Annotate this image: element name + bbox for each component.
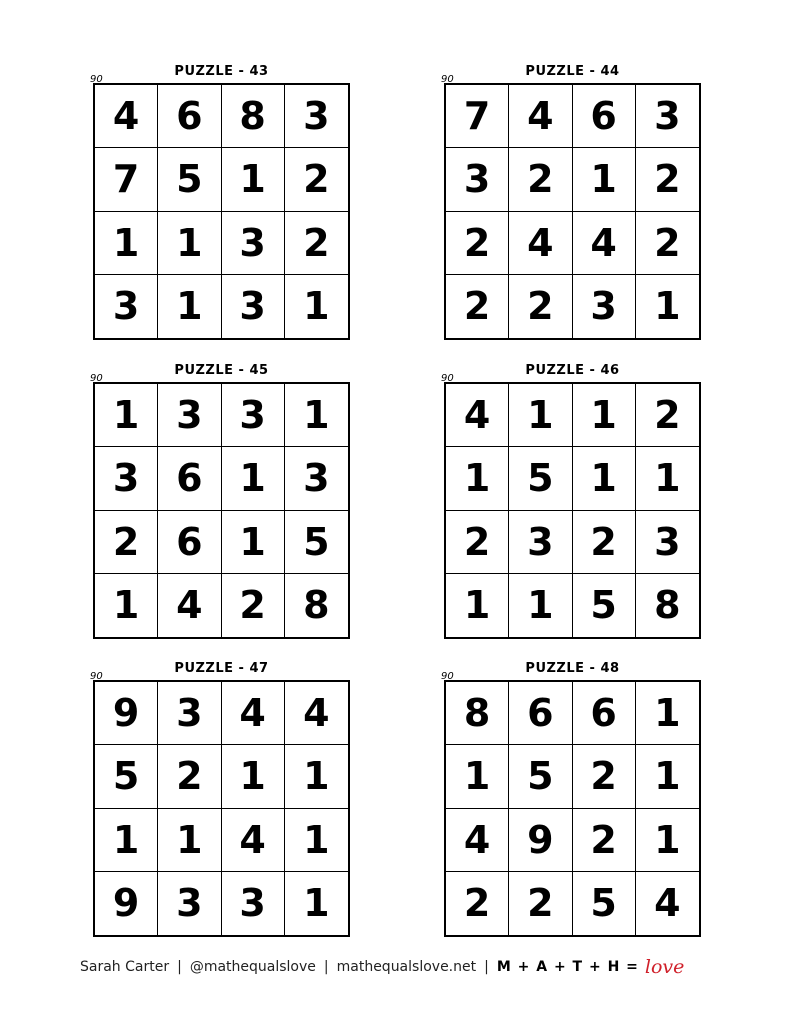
grid-cell: 4	[158, 574, 221, 637]
grid-cell: 2	[573, 511, 636, 574]
footer-handle: @mathequalslove	[189, 959, 316, 975]
grid-cell: 3	[222, 275, 285, 338]
grid-cell: 3	[636, 85, 699, 148]
grid-cell: 3	[222, 872, 285, 935]
grid-cell: 2	[95, 511, 158, 574]
grid-cell: 7	[95, 148, 158, 211]
grid-cell: 1	[446, 574, 509, 637]
puzzle-43	[90, 64, 350, 350]
puzzle-48	[441, 661, 701, 947]
footer-separator: |	[323, 959, 329, 975]
grid-cell: 3	[158, 682, 221, 745]
puzzle-target-number: 90	[90, 671, 103, 682]
puzzle-target-number: 90	[441, 671, 454, 682]
grid-cell: 3	[158, 384, 221, 447]
grid-cell: 1	[95, 212, 158, 275]
grid-cell: 5	[573, 872, 636, 935]
grid-cell: 2	[636, 148, 699, 211]
grid-cell: 1	[446, 745, 509, 808]
grid-cell: 1	[158, 275, 221, 338]
grid-cell: 1	[446, 447, 509, 510]
grid-cell: 2	[285, 212, 348, 275]
grid-cell: 6	[573, 682, 636, 745]
grid-cell: 1	[285, 384, 348, 447]
grid-cell: 1	[222, 745, 285, 808]
grid-cell: 1	[573, 148, 636, 211]
grid-cell: 9	[95, 872, 158, 935]
grid-cell: 3	[222, 212, 285, 275]
grid-cell: 2	[446, 212, 509, 275]
grid-cell: 3	[573, 275, 636, 338]
puzzle-title: PUZZLE - 47	[174, 661, 269, 676]
footer	[80, 955, 740, 979]
grid-cell: 3	[95, 275, 158, 338]
grid-cell: 2	[636, 212, 699, 275]
grid-cell: 2	[573, 809, 636, 872]
grid-cell: 7	[446, 85, 509, 148]
puzzle-target-number: 90	[441, 74, 454, 85]
grid-cell: 1	[509, 384, 572, 447]
grid-cell: 6	[573, 85, 636, 148]
grid-cell: 1	[509, 574, 572, 637]
grid-cell: 4	[446, 809, 509, 872]
grid-cell: 1	[636, 745, 699, 808]
grid-cell: 2	[509, 148, 572, 211]
grid-cell: 3	[285, 85, 348, 148]
grid-cell: 1	[222, 148, 285, 211]
grid-cell: 2	[509, 275, 572, 338]
grid-cell: 5	[509, 745, 572, 808]
grid-cell: 4	[509, 212, 572, 275]
grid-cell: 1	[95, 574, 158, 637]
puzzle-grid	[444, 680, 701, 937]
grid-cell: 9	[509, 809, 572, 872]
grid-cell: 3	[636, 511, 699, 574]
grid-cell: 5	[158, 148, 221, 211]
grid-cell: 4	[573, 212, 636, 275]
grid-cell: 4	[222, 682, 285, 745]
puzzle-grid	[444, 83, 701, 340]
grid-cell: 1	[654, 284, 681, 329]
grid-cell: 3	[509, 511, 572, 574]
grid-cell: 4	[222, 809, 285, 872]
footer-author: Sarah Carter	[80, 959, 170, 975]
grid-cell: 1	[636, 809, 699, 872]
grid-cell: 1	[222, 447, 285, 510]
footer-website: mathequalslove.net	[336, 959, 477, 975]
grid-cell: 2	[158, 745, 221, 808]
grid-cell: 8	[303, 583, 330, 628]
puzzle-45	[90, 363, 350, 649]
grid-cell: 8	[222, 85, 285, 148]
puzzle-target-number: 90	[441, 373, 454, 384]
grid-cell: 6	[158, 85, 221, 148]
footer-love-logo: love	[644, 955, 685, 978]
grid-cell: 5	[95, 745, 158, 808]
grid-cell: 8	[654, 583, 681, 628]
grid-cell: 5	[285, 511, 348, 574]
puzzle-47	[90, 661, 350, 947]
grid-cell: 4	[509, 85, 572, 148]
grid-cell: 5	[573, 574, 636, 637]
grid-cell: 1	[285, 745, 348, 808]
grid-cell: 6	[158, 447, 221, 510]
footer-separator: |	[177, 959, 182, 975]
grid-cell: 1	[636, 682, 699, 745]
puzzle-grid	[444, 382, 701, 639]
grid-cell: 3	[285, 447, 348, 510]
grid-cell: 1	[158, 809, 221, 872]
grid-cell: 1	[222, 511, 285, 574]
grid-cell: 8	[446, 682, 509, 745]
puzzle-grid	[93, 382, 350, 639]
grid-cell: 2	[446, 511, 509, 574]
footer-separator: |	[484, 959, 489, 975]
grid-cell: 4	[285, 682, 348, 745]
grid-cell: 1	[95, 384, 158, 447]
grid-cell: 1	[285, 809, 348, 872]
puzzle-title: PUZZLE - 48	[525, 661, 620, 676]
grid-cell: 6	[158, 511, 221, 574]
grid-cell: 3	[158, 872, 221, 935]
grid-cell: 3	[446, 148, 509, 211]
puzzle-46	[441, 363, 701, 649]
footer-math-formula: M + A + T + H =	[496, 959, 639, 975]
puzzle-title: PUZZLE - 43	[174, 64, 269, 79]
grid-cell: 2	[446, 275, 509, 338]
puzzle-44	[441, 64, 701, 350]
grid-cell: 1	[303, 881, 330, 926]
grid-cell: 3	[95, 447, 158, 510]
grid-cell: 1	[95, 809, 158, 872]
grid-cell: 6	[509, 682, 572, 745]
grid-cell: 4	[95, 85, 158, 148]
grid-cell: 2	[636, 384, 699, 447]
grid-cell: 1	[573, 447, 636, 510]
grid-cell: 1	[573, 384, 636, 447]
puzzle-grid	[93, 680, 350, 937]
puzzle-title: PUZZLE - 46	[525, 363, 620, 378]
grid-cell: 1	[636, 447, 699, 510]
puzzle-target-number: 90	[90, 373, 103, 384]
puzzle-title: PUZZLE - 45	[174, 363, 269, 378]
grid-cell: 4	[654, 881, 681, 926]
puzzle-grid	[93, 83, 350, 340]
grid-cell: 4	[446, 384, 509, 447]
grid-cell: 2	[573, 745, 636, 808]
grid-cell: 3	[222, 384, 285, 447]
grid-cell: 1	[158, 212, 221, 275]
grid-cell: 2	[285, 148, 348, 211]
grid-cell: 1	[303, 284, 330, 329]
grid-cell: 2	[509, 872, 572, 935]
grid-cell: 2	[222, 574, 285, 637]
grid-cell: 5	[509, 447, 572, 510]
puzzle-target-number: 90	[90, 74, 103, 85]
grid-cell: 9	[95, 682, 158, 745]
grid-cell: 2	[446, 872, 509, 935]
puzzle-title: PUZZLE - 44	[525, 64, 620, 79]
